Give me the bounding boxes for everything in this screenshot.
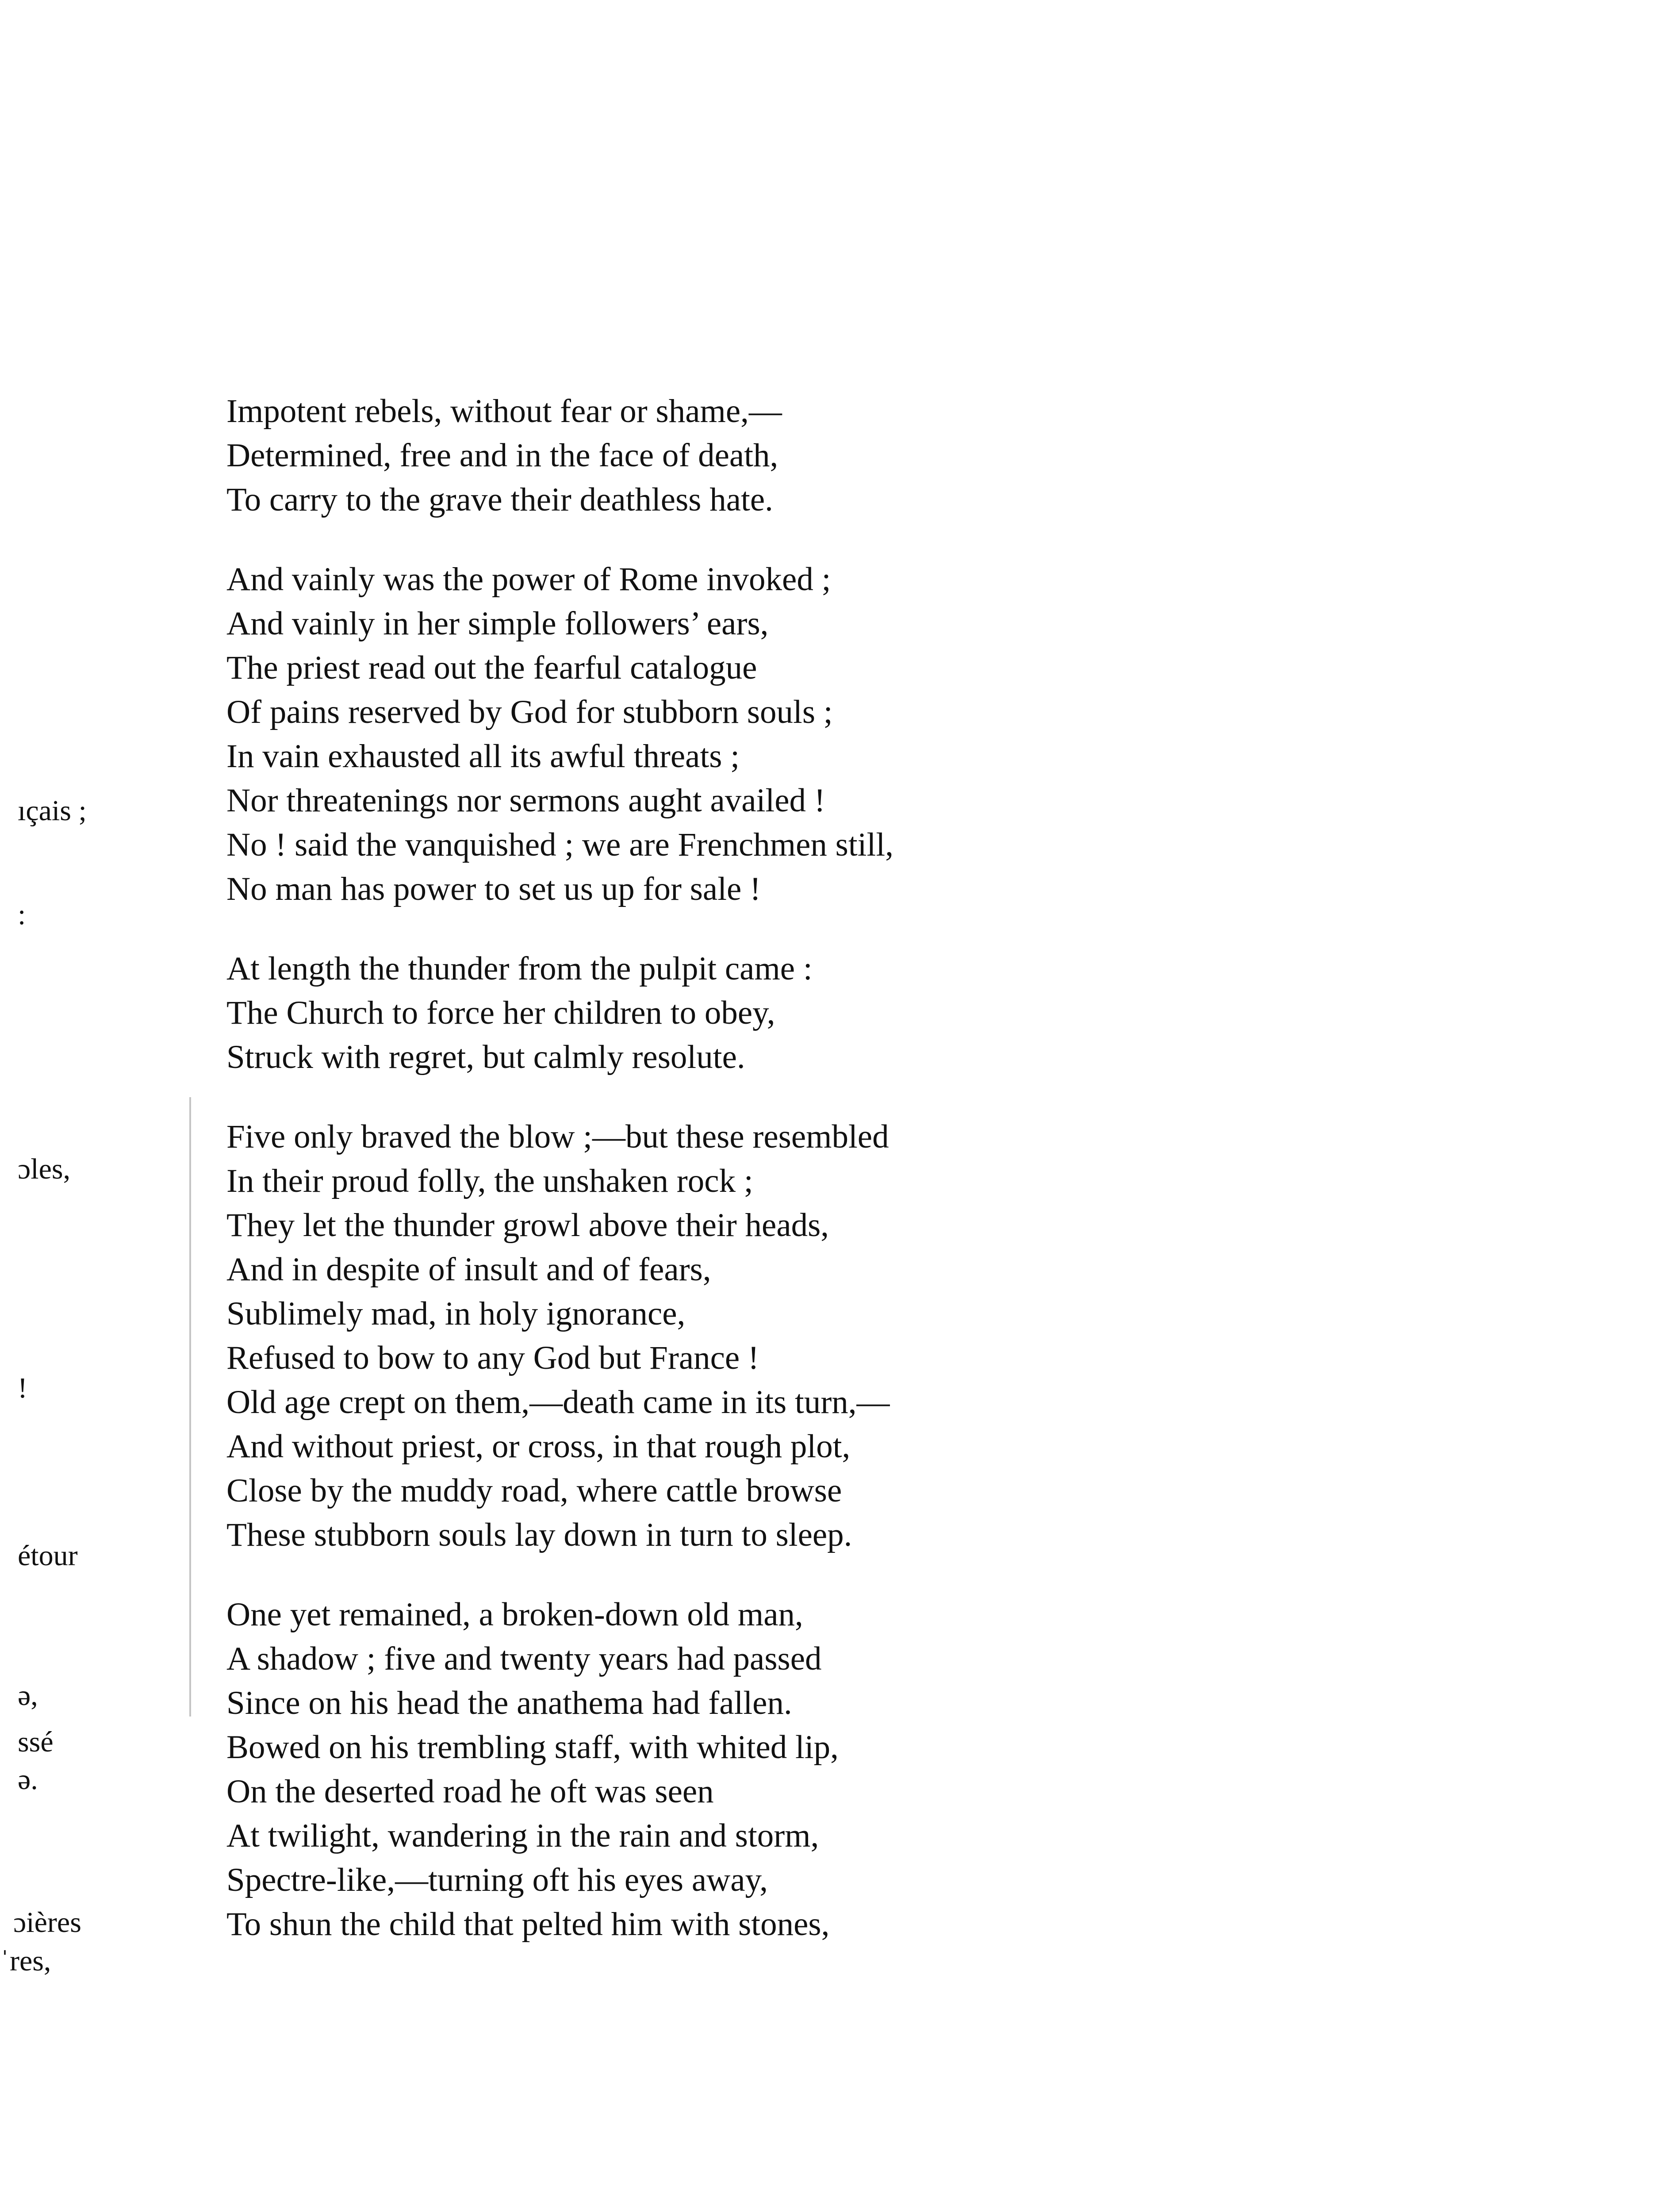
poem-line: And in despite of insult and of fears, — [226, 1251, 711, 1288]
poem-line: On the deserted road he oft was seen — [226, 1773, 714, 1810]
bleed-fragment: ˈres, — [0, 1945, 51, 1977]
stanza — [226, 389, 1421, 522]
poem-line: To shun the child that pelted him with stones, — [226, 1906, 830, 1943]
poem-line: One yet remained, a broken-down old man, — [226, 1596, 803, 1633]
poem-line: Old age crept on them,—death came in its turn,— — [226, 1384, 890, 1421]
bleed-fragment: : — [18, 899, 26, 931]
poem-line: At twilight, wandering in the rain and storm, — [226, 1817, 819, 1854]
poem-line: Of pains reserved by God for stubborn souls ; — [226, 694, 833, 730]
poem-line: Since on his head the anathema had fallen. — [226, 1685, 792, 1721]
poem-line: Determined, free and in the face of death, — [226, 437, 778, 474]
poem-line: In their proud folly, the unshaken rock ; — [226, 1163, 753, 1199]
poem-line: Sublimely mad, in holy ignorance, — [226, 1295, 686, 1332]
poem-line: They let the thunder growl above their heads, — [226, 1207, 829, 1244]
poem-line: To carry to the grave their deathless hate. — [226, 481, 773, 518]
facing-page-bleed-through — [0, 796, 115, 2124]
poem-line: No ! said the vanquished ; we are Frenchmen still, — [226, 826, 893, 863]
stanza — [226, 1115, 1421, 1557]
stanza — [226, 947, 1421, 1079]
poem-line: At length the thunder from the pulpit came : — [226, 950, 813, 987]
poem-line: The priest read out the fearful catalogue — [226, 649, 757, 686]
poem-line: Nor threatenings nor sermons aught availed ! — [226, 782, 825, 819]
poem-line: The Church to force her children to obey, — [226, 995, 775, 1031]
poem-line: And vainly was the power of Rome invoked ; — [226, 561, 831, 598]
gutter-scan-line — [189, 1097, 191, 1717]
poem-line: In vain exhausted all its awful threats ; — [226, 738, 740, 775]
bleed-fragment: ssé — [18, 1726, 54, 1758]
poem-line: Struck with regret, but calmly resolute. — [226, 1039, 745, 1075]
stanza — [226, 557, 1421, 911]
bleed-fragment: ɔières — [13, 1906, 81, 1939]
poem-line: No man has power to set us up for sale ! — [226, 871, 761, 907]
bleed-fragment: étour — [18, 1540, 78, 1572]
poem-body — [226, 389, 1421, 1982]
bleed-fragment: ıçais ; — [18, 795, 87, 827]
bleed-fragment: ɔles, — [18, 1153, 71, 1185]
bleed-fragment: ! — [18, 1372, 27, 1404]
poem-line: Five only braved the blow ;—but these resembled — [226, 1118, 889, 1155]
bleed-fragment: ə, — [18, 1679, 38, 1712]
poem-line: Refused to bow to any God but France ! — [226, 1340, 759, 1376]
poem-line: Close by the muddy road, where cattle browse — [226, 1472, 842, 1509]
poem-line: And without priest, or cross, in that rough plot, — [226, 1428, 851, 1465]
poem-line: Impotent rebels, without fear or shame,— — [226, 393, 782, 430]
poem-line: These stubborn souls lay down in turn to sleep. — [226, 1517, 852, 1553]
poem-line: A shadow ; five and twenty years had passed — [226, 1640, 822, 1677]
poem-line: Spectre-like,—turning oft his eyes away, — [226, 1862, 768, 1898]
stanza — [226, 1593, 1421, 1947]
poem-line: And vainly in her simple followers’ ears, — [226, 605, 769, 642]
bleed-fragment: ə. — [18, 1763, 38, 1796]
poem-line: Bowed on his trembling staff, with whited lip, — [226, 1729, 839, 1766]
